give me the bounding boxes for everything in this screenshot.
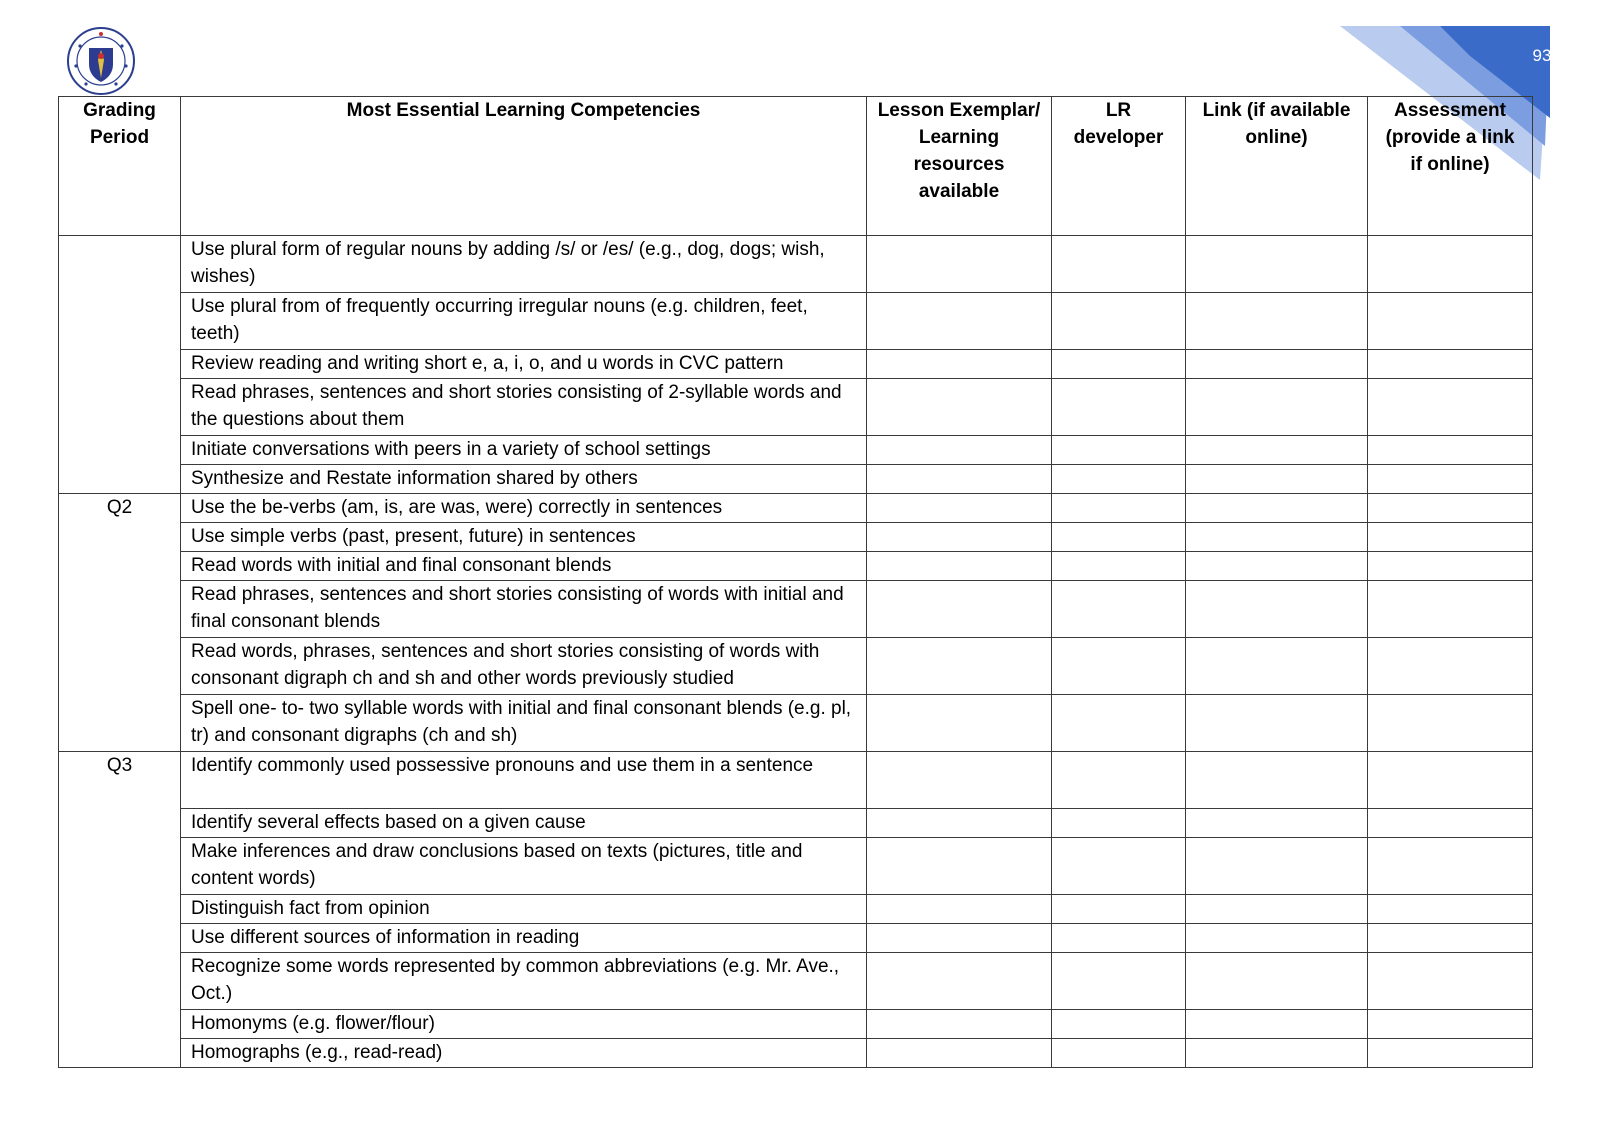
table-row: [59, 379, 1533, 436]
table-row: [59, 293, 1533, 350]
lesson-exemplar-cell: [867, 809, 1052, 838]
link-cell: [1186, 350, 1368, 379]
assessment-cell: [1368, 436, 1533, 465]
lr-developer-cell: [1052, 379, 1186, 436]
link-cell: [1186, 1039, 1368, 1068]
column-header-lesson-exemplar: Lesson Exemplar/ Learning resources available: [867, 97, 1052, 236]
table-row: [59, 494, 1533, 523]
competency-cell: Use plural from of frequently occurring irregular nouns (e.g. children, feet, teeth): [181, 293, 867, 350]
competency-cell: Read words with initial and final consonant blends: [181, 552, 867, 581]
lesson-exemplar-cell: [867, 350, 1052, 379]
competency-cell: Read phrases, sentences and short stories consisting of words with initial and final consonant blends: [181, 581, 867, 638]
link-cell: [1186, 236, 1368, 293]
competency-cell: Read words, phrases, sentences and short stories consisting of words with consonant digraph ch and sh and other words previously studied: [181, 638, 867, 695]
table-row: [59, 638, 1533, 695]
link-cell: [1186, 895, 1368, 924]
competency-cell: Initiate conversations with peers in a variety of school settings: [181, 436, 867, 465]
deped-seal-logo: [66, 26, 136, 96]
assessment-cell: [1368, 895, 1533, 924]
grading-period-cell: [59, 236, 181, 494]
lr-developer-cell: [1052, 523, 1186, 552]
link-cell: [1186, 494, 1368, 523]
assessment-cell: [1368, 379, 1533, 436]
assessment-cell: [1368, 1039, 1533, 1068]
link-cell: [1186, 1010, 1368, 1039]
assessment-cell: [1368, 695, 1533, 752]
competency-cell: Review reading and writing short e, a, i, o, and u words in CVC pattern: [181, 350, 867, 379]
link-cell: [1186, 752, 1368, 809]
link-cell: [1186, 838, 1368, 895]
table-row: [59, 809, 1533, 838]
lr-developer-cell: [1052, 581, 1186, 638]
competency-cell: Synthesize and Restate information shared by others: [181, 465, 867, 494]
lesson-exemplar-cell: [867, 638, 1052, 695]
lesson-exemplar-cell: [867, 494, 1052, 523]
lesson-exemplar-cell: [867, 465, 1052, 494]
lr-developer-cell: [1052, 895, 1186, 924]
lr-developer-cell: [1052, 1010, 1186, 1039]
table-row: [59, 895, 1533, 924]
lesson-exemplar-cell: [867, 552, 1052, 581]
link-cell: [1186, 293, 1368, 350]
assessment-cell: [1368, 953, 1533, 1010]
column-header-link: Link (if available online): [1186, 97, 1368, 236]
link-cell: [1186, 436, 1368, 465]
competency-cell: Homographs (e.g., read-read): [181, 1039, 867, 1068]
lr-developer-cell: [1052, 924, 1186, 953]
lesson-exemplar-cell: [867, 1039, 1052, 1068]
link-cell: [1186, 523, 1368, 552]
page-number: 93: [1532, 46, 1552, 65]
assessment-cell: [1368, 523, 1533, 552]
assessment-cell: [1368, 465, 1533, 494]
assessment-cell: [1368, 1010, 1533, 1039]
lr-developer-cell: [1052, 236, 1186, 293]
assessment-cell: [1368, 638, 1533, 695]
link-cell: [1186, 379, 1368, 436]
link-cell: [1186, 552, 1368, 581]
lesson-exemplar-cell: [867, 293, 1052, 350]
table-header-row: [59, 97, 1533, 236]
lesson-exemplar-cell: [867, 581, 1052, 638]
lesson-exemplar-cell: [867, 752, 1052, 809]
table-row: [59, 752, 1533, 809]
lr-developer-cell: [1052, 494, 1186, 523]
assessment-cell: [1368, 752, 1533, 809]
table-row: [59, 695, 1533, 752]
lesson-exemplar-cell: [867, 523, 1052, 552]
table-row: [59, 436, 1533, 465]
table-row: [59, 350, 1533, 379]
lesson-exemplar-cell: [867, 838, 1052, 895]
table-row: [59, 924, 1533, 953]
competency-cell: Use simple verbs (past, present, future) in sentences: [181, 523, 867, 552]
competency-cell: Use different sources of information in reading: [181, 924, 867, 953]
assessment-cell: [1368, 838, 1533, 895]
assessment-cell: [1368, 236, 1533, 293]
competency-cell: Distinguish fact from opinion: [181, 895, 867, 924]
grading-period-cell: Q2: [59, 494, 181, 752]
lr-developer-cell: [1052, 1039, 1186, 1068]
link-cell: [1186, 695, 1368, 752]
competency-cell: Use plural form of regular nouns by adding /s/ or /es/ (e.g., dog, dogs; wish, wishes): [181, 236, 867, 293]
competency-cell: Make inferences and draw conclusions based on texts (pictures, title and content words): [181, 838, 867, 895]
lr-developer-cell: [1052, 953, 1186, 1010]
table-row: [59, 1010, 1533, 1039]
competency-cell: Recognize some words represented by common abbreviations (e.g. Mr. Ave., Oct.): [181, 953, 867, 1010]
competency-cell: Read phrases, sentences and short stories consisting of 2-syllable words and the questions about them: [181, 379, 867, 436]
assessment-cell: [1368, 581, 1533, 638]
melc-table: [58, 96, 1533, 1068]
lr-developer-cell: [1052, 695, 1186, 752]
table-row: [59, 465, 1533, 494]
competency-cell: Identify several effects based on a given cause: [181, 809, 867, 838]
column-header-assessment: Assessment (provide a link if online): [1368, 97, 1533, 236]
lesson-exemplar-cell: [867, 236, 1052, 293]
link-cell: [1186, 924, 1368, 953]
competency-cell: Spell one- to- two syllable words with initial and final consonant blends (e.g. pl, tr) and consonant digraphs (ch and sh): [181, 695, 867, 752]
column-header-competencies: Most Essential Learning Competencies: [181, 97, 867, 236]
lesson-exemplar-cell: [867, 436, 1052, 465]
link-cell: [1186, 465, 1368, 494]
assessment-cell: [1368, 350, 1533, 379]
column-header-grading-period: Grading Period: [59, 97, 181, 236]
link-cell: [1186, 809, 1368, 838]
lr-developer-cell: [1052, 552, 1186, 581]
assessment-cell: [1368, 924, 1533, 953]
competency-cell: Identify commonly used possessive pronouns and use them in a sentence: [181, 752, 867, 809]
link-cell: [1186, 953, 1368, 1010]
assessment-cell: [1368, 293, 1533, 350]
link-cell: [1186, 581, 1368, 638]
lesson-exemplar-cell: [867, 379, 1052, 436]
assessment-cell: [1368, 552, 1533, 581]
lesson-exemplar-cell: [867, 924, 1052, 953]
lr-developer-cell: [1052, 436, 1186, 465]
lr-developer-cell: [1052, 293, 1186, 350]
lesson-exemplar-cell: [867, 895, 1052, 924]
grading-period-cell: Q3: [59, 752, 181, 1068]
link-cell: [1186, 638, 1368, 695]
lr-developer-cell: [1052, 752, 1186, 809]
table-row: [59, 838, 1533, 895]
lesson-exemplar-cell: [867, 1010, 1052, 1039]
lr-developer-cell: [1052, 838, 1186, 895]
lr-developer-cell: [1052, 350, 1186, 379]
competency-cell: Homonyms (e.g. flower/flour): [181, 1010, 867, 1039]
lesson-exemplar-cell: [867, 953, 1052, 1010]
table-row: [59, 953, 1533, 1010]
table-row: [59, 581, 1533, 638]
competency-cell: Use the be-verbs (am, is, are was, were) correctly in sentences: [181, 494, 867, 523]
assessment-cell: [1368, 494, 1533, 523]
column-header-lr-developer: LR developer: [1052, 97, 1186, 236]
table-row: [59, 523, 1533, 552]
assessment-cell: [1368, 809, 1533, 838]
lr-developer-cell: [1052, 465, 1186, 494]
lesson-exemplar-cell: [867, 695, 1052, 752]
lr-developer-cell: [1052, 638, 1186, 695]
table-row: [59, 1039, 1533, 1068]
table-row: [59, 552, 1533, 581]
lr-developer-cell: [1052, 809, 1186, 838]
table-row: [59, 236, 1533, 293]
